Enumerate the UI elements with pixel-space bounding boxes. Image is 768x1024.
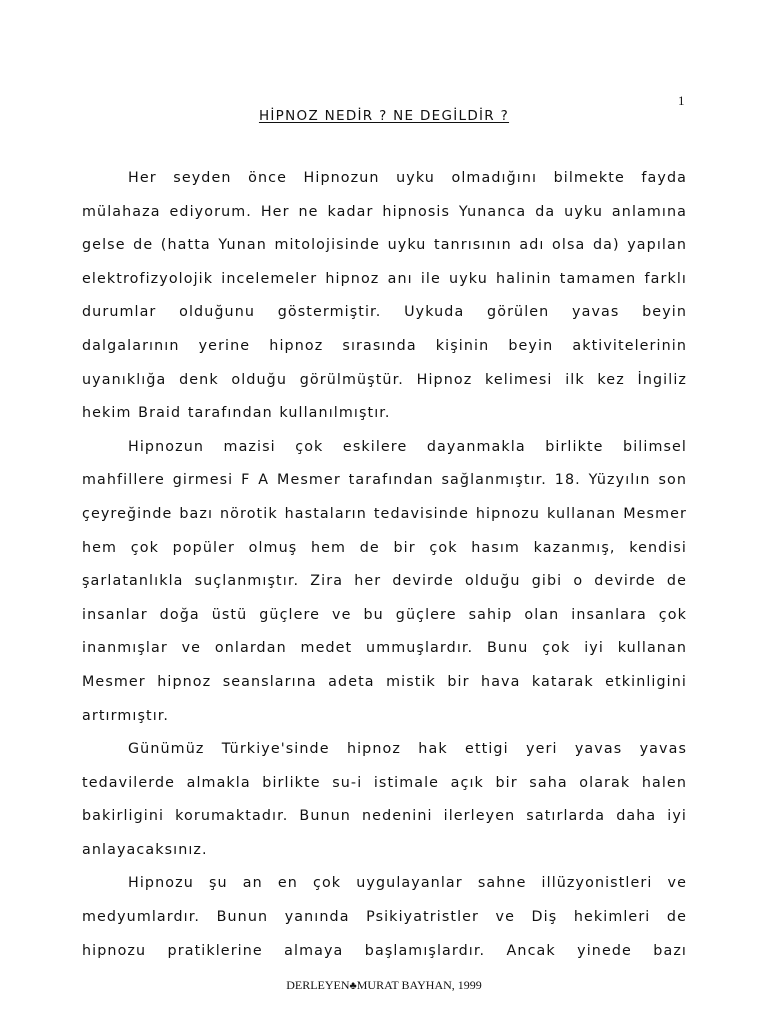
paragraph-4: Hipnozu şu an en çok uygulayanlar sahne illüzyonistleri ve medyumlardır. Bunun yanında Psikiyatristler ve Diş hekimleri de hipnozu pratiklerine almaya başlamışlardır. Ancak yinede bazı bbox=[82, 875, 687, 959]
document-body bbox=[82, 162, 687, 968]
club-icon: ♣ bbox=[349, 980, 357, 992]
paragraph-3: Günümüz Türkiye'sinde hipnoz hak ettigi yeri yavas yavas tedavilerde almakla birlikte su-i istimale açık bir saha olarak halen bakirligini korumaktadır. Bunun nedenini ilerleyen satırlarda daha iyi anlayacaksınız. bbox=[82, 741, 687, 858]
paragraph-1: Her seyden önce Hipnozun uyku olmadığını bilmekte fayda mülahaza ediyorum. Her ne kadar hipnosis Yunanca da uyku anlamına gelse de (hatta Yunan mitolojisinde uyku tanrısının adı olsa da) yapılan elektrofizyolojik incelemeler hipnoz anı ile uyku halinin tamamen farklı durumlar olduğunu göstermiştir. Uykuda görülen yavas beyin dalgalarının yerine hipnoz sırasında kişinin beyin aktivitelerinin uyanıklığa denk olduğu görülmüştür. Hipnoz kelimesi ilk kez İngiliz hekim Braid tarafından kullanılmıştır. bbox=[82, 170, 687, 422]
paragraph-2: Hipnozun mazisi çok eskilere dayanmakla birlikte bilimsel mahfillere girmesi F A Mesmer tarafından sağlanmıştır. 18. Yüzyılın son çeyreğinde bazı nörotik hastaların tedavisinde hipnozu kullanan Mesmer hem çok popüler olmuş hem de bir çok hasım kazanmış, kendisi şarlatanlıkla suçlanmıştır. Zira her devirde olduğu gibi o devirde de insanlar doğa üstü güçlere ve bu güçlere sahip olan insanlara çok inanmışlar ve onlardan medet ummuşlardır. Bunu çok iyi kullanan Mesmer hipnoz seanslarına adeta mistik bir hava katarak etkinligini artırmıştır. bbox=[82, 438, 687, 724]
footer-author-name: MURAT BAYHAN, 1999 bbox=[356, 978, 482, 992]
document-title: HİPNOZ NEDİR ? NE DEGİLDİR ? bbox=[258, 108, 510, 124]
page-number: 1 bbox=[678, 93, 685, 108]
footer-author-label: DERLEYEN bbox=[286, 978, 350, 992]
page-footer bbox=[0, 978, 768, 993]
